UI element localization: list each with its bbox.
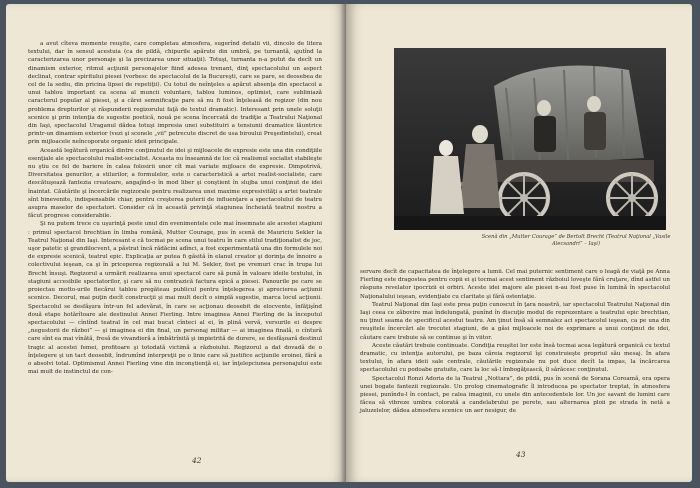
theatre-photo: [394, 48, 666, 230]
paragraph: Această legătură organică dintre conţinutul de idei şi mijloacele de expresie este una din condiţiile esenţiale ale spectacolului realist-socialist. Aceasta nu înseamnă de loc că realismul socialist stabileşte nu ştiu ce fel de bariere în calea folosirii unor cît mai variate mijloace de expresie. Dimpotrivă, Diversitatea genurilor, a stilurilor, a formulelor, este o caracteristică a artei realist-socialiste, care descătuşează fantezia creatoare, angajînd-o în mod liber şi conştient în slujba unui conţinut de idei înaintat. Căutările şi încercările regizorale pentru realizarea unei maxime expresivităţi a artei teatrale sînt binevenite, indispensabile chiar, pentru creşterea puterii de influenţare a spectacolului de teatru asupra maselor de spectatori. Consider că în această privinţă stagiunea încheiată teatrul nostru a făcut progrese considerabile.: [28, 147, 322, 220]
left-page: [6, 4, 346, 482]
photo-illustration: [394, 48, 666, 230]
left-page-text: [28, 40, 322, 376]
paragraph: Aceste căutări trebuie continuate. Condiţia reuşitei lor este însă tocmai acea legătură organică cu textul dramatic, cu intenţia autorului, pe baza căreia regizorul îşi construieşte propriul său mesaj. În afara textului, în afara ideii sale centrale, căutările regizorale nu pot duce decît la impas, la încărcarea spectacolului cu podoabe gratuite, care la loc să-l îmbogăţească, îl sărăcesc conţinutul.: [360, 342, 670, 374]
page-number-left: 42: [192, 456, 202, 465]
paragraph: a avut cîteva momente reuşite, care completau atmosfera, sugerînd detalii vii, dincolo de litera textului, dar în sensul acestuia (ca de pildă, chipurile apărute din umbră, pe turnantă, ajutînd la caracterizarea unor personaje şi la precizarea unor situaţii). Totuşi, turnanta n-a putut da decît un dinamism exterior, ritmul acţiunii personajelor fiind adesea trenant, dinţ spectacolului un aspect declinat, contrar spiritului piesei (vorbesc de spectacolul de la Bucureşti, care se pare, se deosebea de cel de la sediu, din pricina lipsei de repetiţii). Cu totul de neînţeles a apărut absenţa din spectacol a unui tablou important ca scena al muncii voluntare, tablou luminos, optimist, care subliniază caracterul popular al piesei, şi a cărei semnificaţie pare să nu fi fost înţeleasă de regizor (din nou problema drepturilor şi răspunderii regizorului faţă de textul dramatic). Interesant prin unele soluţii scenice şi prin intenţia de sugestie poetică, nouă pe scena încercată de tradiţie a Teatrului Naţional din Iaşi, spectacolul Uraganul dădea totuşi impresia unei substituiri a tensiunii dramatice lăuntrice printr-un dinamism exterior (vezi şi scenele „vii” petrecute discret de usa biroului Preşedintelui), creat prin mijloacele neîncoporate organic ideii principale.: [28, 41, 322, 146]
photo-caption: Scenă din „Mutter Courage” de Bertolt Brecht (Teatrul Naţional „Vasile Alecsandri” – Iaşi): [481, 234, 671, 247]
right-page-text: [360, 268, 670, 416]
right-page: [346, 4, 692, 482]
paragraph: Spectacolul Ronzi Adoria de la Teatrul „Nottara”, de pildă, pus în scenă de Sorana Coroamă, era opera unei bogate fantezii regizorale. Un prolog cinematografic îl introducea pe spectator treptat, în atmosfera piesei, punîndu-l în contact, pe calea imaginii, cu unele din antecedentele lor. Un joc savant de lumini care făcea să vibreze umbra colorată a candelabrului pe perete, sau alternarea ploii pe strada în netă a jaluzelelor, dădea atmosfera scenice un aer nesigur, de: [360, 375, 670, 415]
paragraph: servare decît de capacitatea de înţelegere a lumii. Cel mai puternic sentiment care o leagă de viaţă pe Anna Fierling este dragostea pentru copii ei şi tocmai acest sentiment războiul loveşte fără cruţare, dînd astfel un răspuns revelator ipocrizii ei orbiri. Aceste idei majore ale piesei n-au fost puse în lumină în spectacolul Naţionalului ieşean, evidenţiate cu claritate şi fără ostentaţie.: [360, 269, 670, 300]
page-number-right: 43: [516, 450, 526, 459]
paragraph: Şi nu putem trece cu uşurinţă peste unul din evenimentele cele mai însemnate ale acestei stagiuni : primul spectacol brechtian în limba română, Mutter Courage, pus în scenă de Mauriciu Sekler la Teatrul Naţional din Iaşi. Interesant e că tocmai pe scena unui teatru în care stilul tradiţionalist de joc, uşor patetic şi grandilocvent, a păstrat încă rădăcini adînci, a fost experimentată una din formulele noi de expresie scenică, teatrul epic. Explicaţia ar putea fi găsită în elanul creator şi dorinţa de înnoire a colectivului ieşean, ca şi în priceperea regizorală a lui M. Sekler, fost pe vremuri crac în trupa lui Brecht însuşi. Regizorul a urmărit realizarea unui spectacol care să pună în valoare ideile textului, în stagiuni accesibile spectatorilor, şi care să nu contrazică factura epică a piesei. Panourile pe care se proiectau motto-urile fiecărui tablou pregăteau publicul pentru înţelegerea şi aprecierea acţiunii scenice. Decorul, mai puţin decît construcţii şi mai mult decît o simplă sugestie, marca locul acţiunii. Spectacolul se desfăşura într-un fel adevărat, în care se acţionau deosebit de elocvente, înfăţişînd două etape hotărîtoare ale destinului Annei Fierling. Intre imaginea Annei Fierling de la începutul spectacolului — cîntînd teatral în cel mai bucat cînteci al ei, în plină vervă, versurile ei despre „negustorii de război” — şi imaginea ei din final, un personaj militar — ai imaginea finală, o cîntură care sînt ea mai vînătă, fresă de vivandieră a îmbătrînită şi impietrită de durere, se desfăşoară destinul tragic al acestei femei, profitoare şi totodată victimă a războiului. Regizorul a dat dovadă de o înţelegere şi un tact deosebit, îndrumînd interpreţii pe o linie care să justifice acţiunile eroinei, fără a o absolvi total. Optimismul Annei Fierling vine din inconştienţă ei, iar înţelepciunea personajului este mai mult de instinctul de con-: [28, 221, 322, 376]
paragraph: Teatrul Naţional din Iaşi este prea puţin cunoscut în ţara noastră, iar spectacolul Teatrului Naţional din Iaşi ceea ce zăbovire mai îndelungată, punînd în discuţie modul de reprezentare a teatrului epic brechtian, nu ţinut seama de specificul acestui teatru. Am ţinut însă să semnalez aci spectacolul ieşean, ca pe una din reuşitele încercări ale trecutei stagiuni, de a găsi mijloacele noi de exprimare a unui conţinut de idei, căutare care trebuie să se continue şi în viitor.: [360, 301, 670, 341]
